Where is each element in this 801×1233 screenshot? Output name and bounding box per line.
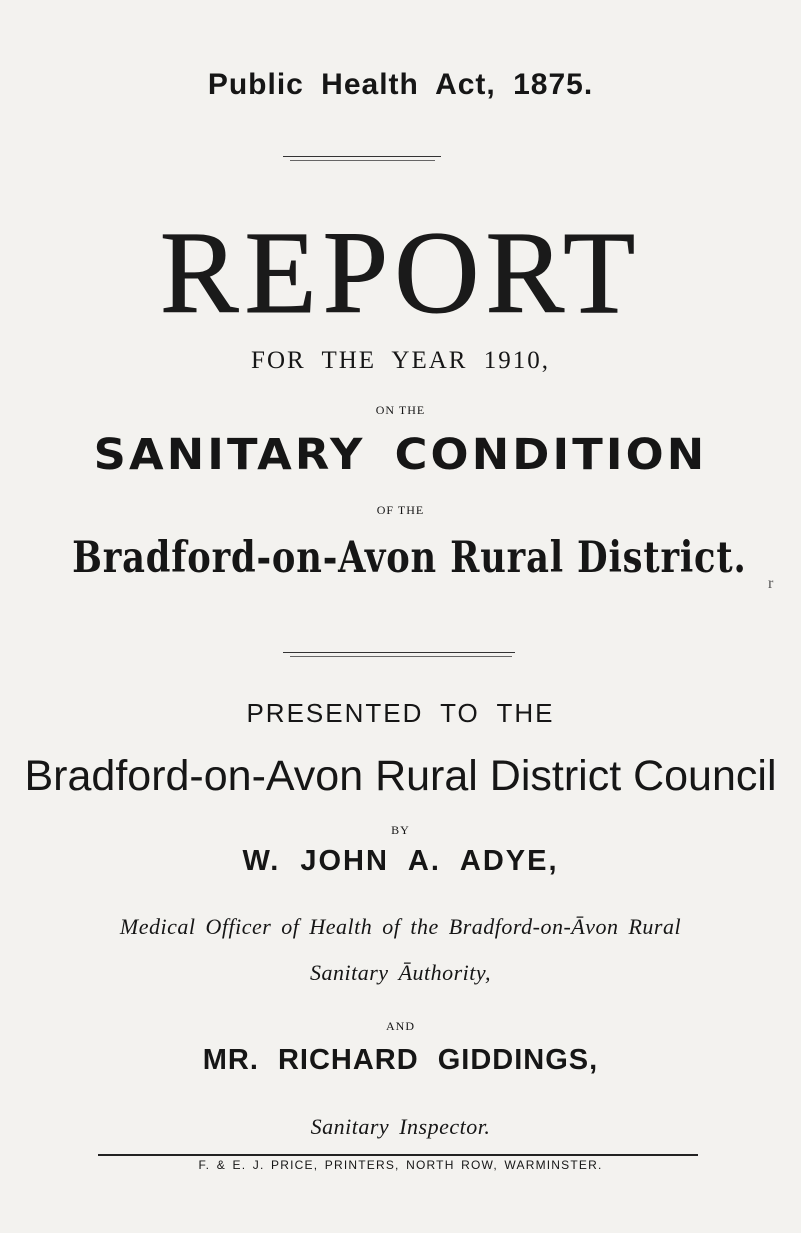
and-label: AND bbox=[386, 1019, 415, 1033]
printer-imprint: F. & E. J. PRICE, PRINTERS, NORTH ROW, WARMINSTER. bbox=[198, 1158, 603, 1172]
of-the-label: OF THE bbox=[376, 503, 425, 517]
district-name: Bradford-on-Avon Rural District. bbox=[72, 533, 747, 583]
top-divider-rule-secondary bbox=[290, 160, 435, 161]
on-the-label: ON THE bbox=[375, 403, 426, 417]
presented-to-label: PRESENTED TO THE bbox=[246, 698, 555, 728]
inspector-role: Sanitary Inspector. bbox=[310, 1114, 491, 1139]
footer-rule bbox=[98, 1154, 698, 1156]
top-divider-rule bbox=[283, 156, 441, 157]
by-label: BY bbox=[391, 823, 410, 837]
officer-name: W. JOHN A. ADYE, bbox=[242, 845, 559, 877]
middle-divider-rule-secondary bbox=[290, 656, 512, 657]
council-name: Bradford-on-Avon Rural District Council bbox=[24, 752, 777, 800]
act-title: Public Health Act, 1875. bbox=[207, 68, 594, 101]
subject-heading: SANITARY CONDITION bbox=[93, 430, 708, 480]
inspector-name: MR. RICHARD GIDDINGS, bbox=[202, 1044, 599, 1076]
officer-role-line-2: Sanitary Āuthority, bbox=[310, 960, 491, 985]
report-heading: REPORT bbox=[159, 207, 642, 338]
margin-pencil-mark: r bbox=[768, 575, 774, 592]
middle-divider-rule bbox=[283, 652, 515, 653]
officer-role-line-1: Medical Officer of Health of the Bradford-on-Āvon Rural bbox=[119, 914, 682, 939]
report-year: FOR THE YEAR 1910, bbox=[251, 347, 550, 374]
